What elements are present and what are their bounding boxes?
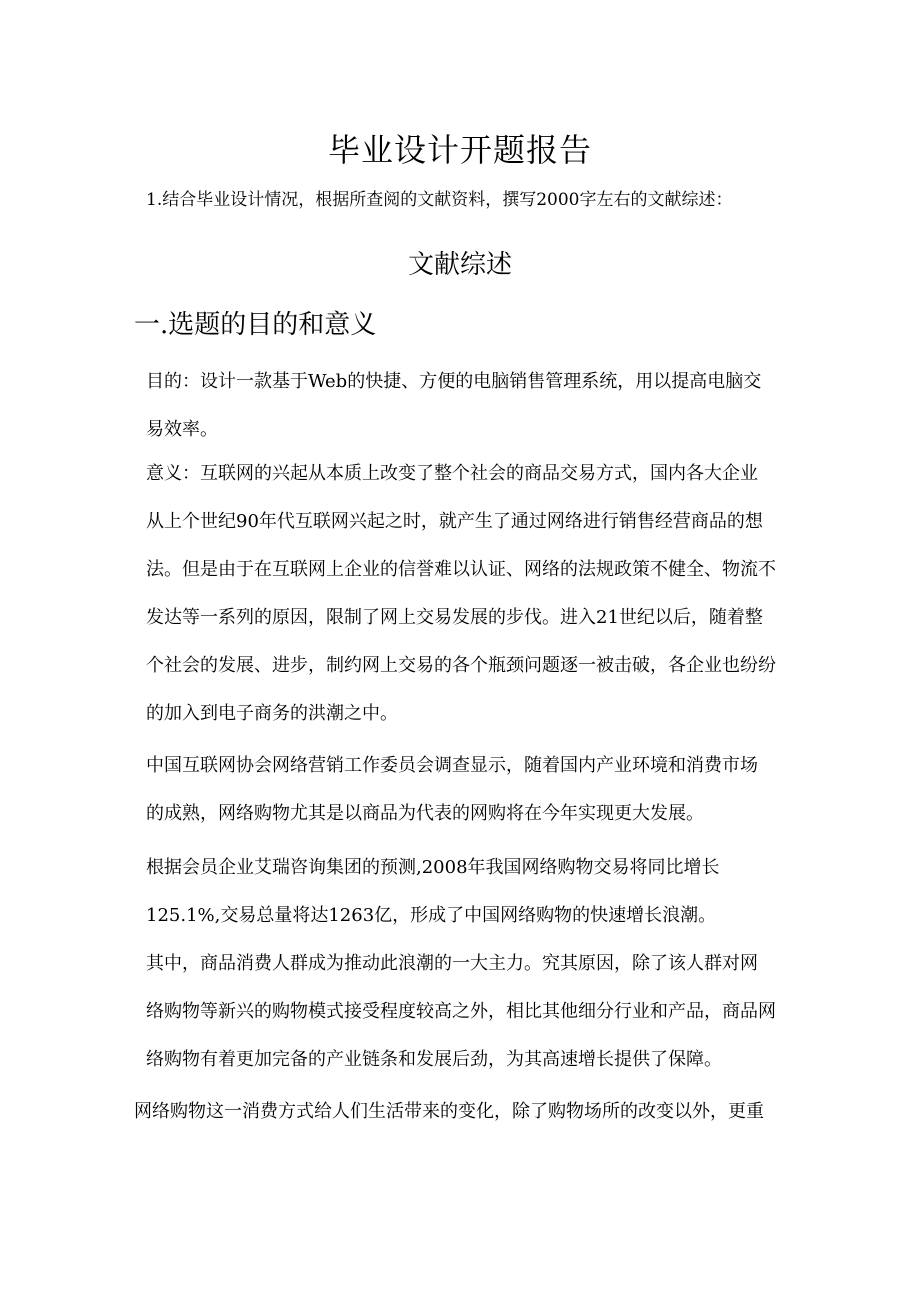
paragraph-forecast [146, 844, 720, 940]
paragraph-significance [146, 450, 776, 738]
paragraph-line: 其中，商品消费人群成为推动此浪潮的一大主力。究其原因，除了该人群对网 [146, 953, 758, 974]
paragraph-line: 易效率。 [146, 419, 218, 440]
paragraph-consumers [146, 940, 776, 1084]
paragraph-line: 的成熟，网络购物尤其是以商品为代表的网购将在今年实现更大发展。 [146, 803, 704, 824]
paragraph-line: 络购物等新兴的购物模式接受程度较高之外，相比其他细分行业和产品，商品网 [146, 1001, 776, 1022]
paragraph-line: 网络购物这一消费方式给人们生活带来的变化，除了购物场所的改变以外，更重 [134, 1101, 764, 1122]
document-title: 毕业设计开题报告 [327, 131, 592, 169]
paragraph-line: 发达等一系列的原因，限制了网上交易发展的步伐。进入21世纪以后，随着整 [146, 607, 763, 628]
paragraph-line: 从上个世纪90年代互联网兴起之时，就产生了通过网络进行销售经营商品的想 [146, 511, 763, 532]
paragraph-line: 根据会员企业艾瑞咨询集团的预测,2008年我国网络购物交易将同比增长 [146, 857, 720, 878]
paragraph-line: 意义：互联网的兴起从本质上改变了整个社会的商品交易方式，国内各大企业 [146, 463, 758, 484]
paragraph-line: 个社会的发展、进步，制约网上交易的各个瓶颈问题逐一被击破，各企业也纷纷 [146, 655, 776, 676]
paragraph-lifestyle [134, 1088, 764, 1136]
paragraph-line: 的加入到电子商务的洪潮之中。 [146, 703, 398, 724]
paragraph-line: 法。但是由于在互联网上企业的信誉难以认证、网络的法规政策不健全、物流不 [146, 559, 776, 580]
paragraph-purpose [146, 358, 761, 454]
paragraph-line: 中国互联网协会网络营销工作委员会调查显示，随着国内产业环境和消费市场 [146, 755, 758, 776]
paragraph-line: 125.1%,交易总量将达1263亿，形成了中国网络购物的快速增长浪潮。 [146, 905, 717, 926]
paragraph-line: 络购物有着更加完备的产业链条和发展后劲，为其高速增长提供了保障。 [146, 1049, 722, 1070]
paragraph-line: 目的：设计一款基于Web的快捷、方便的电脑销售管理系统，用以提高电脑交 [146, 371, 762, 392]
paragraph-survey [146, 742, 758, 838]
section-heading-purpose-significance: 一.选题的目的和意义 [134, 310, 377, 340]
section-title-literature-review: 文献综述 [407, 250, 512, 280]
instruction-text: 1.结合毕业设计情况，根据所查阅的文献资料，撰写2000字左右的文献综述： [146, 190, 733, 210]
